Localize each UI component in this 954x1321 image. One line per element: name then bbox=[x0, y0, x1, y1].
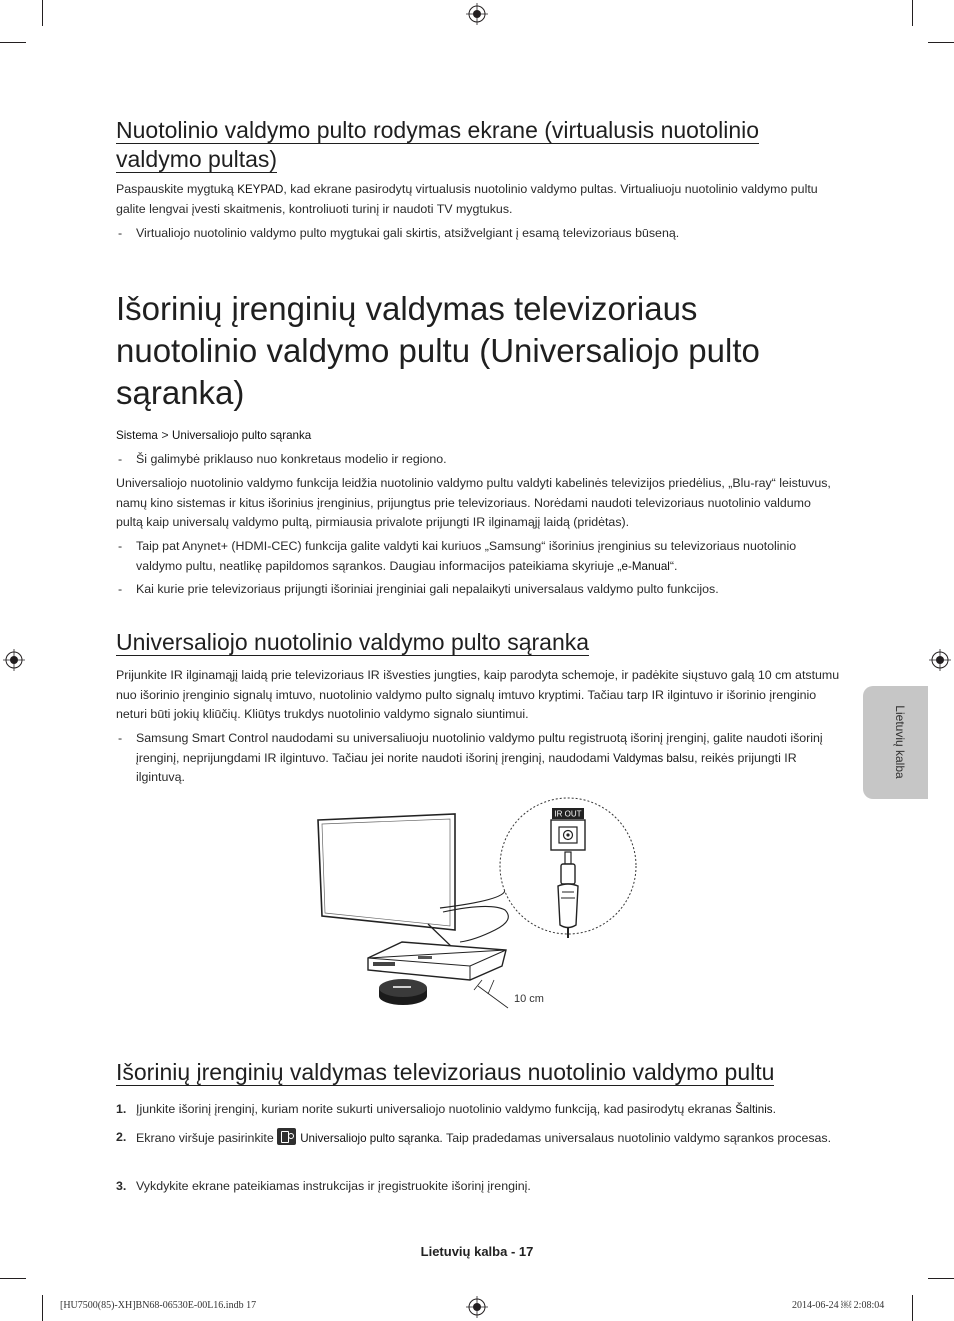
ir-out-label: IR OUT bbox=[554, 809, 582, 819]
distance-label: 10 cm bbox=[514, 993, 544, 1005]
set-top-box bbox=[368, 942, 506, 980]
step-item: 3. Vykdykite ekrane pateikiamas instrukcijas ir įregistruokite išorinį įrenginį. bbox=[116, 1179, 531, 1193]
print-slug-right: 2014-06-24 ￼ 2:08:04 bbox=[792, 1300, 885, 1311]
breadcrumb-separator: > bbox=[161, 428, 169, 442]
anynet-note: - Taip pat Anynet+ (HDMI-CEC) funkcija galite valdyti kai kuriuos „Samsung“ išorinius įrenginius su televizoriaus nuotolinio valdymo pultu, neatlikę papildomos sąrankos. Daugiau informacijos pateikiama skyriuje „e-Manual“. bbox=[118, 539, 797, 573]
registration-mark-icon bbox=[466, 3, 488, 25]
registration-mark-icon bbox=[929, 649, 951, 671]
crop-mark bbox=[912, 0, 913, 26]
breadcrumb-item-system: Sistema bbox=[116, 429, 158, 442]
tv-screen bbox=[318, 814, 455, 930]
step-item: 1. Įjunkite išorinį įrenginį, kuriam norite sukurti universaliojo nuotolinio valdymo funkciją, kad pasirodytų ekranas Šaltinis. bbox=[116, 1102, 777, 1116]
section-heading-virtual-remote: Nuotolinio valdymo pulto rodymas ekrane (virtualusis nuotolinio valdymo pultas) bbox=[116, 117, 760, 172]
model-region-note: - Ši galimybė priklauso nuo konkretaus modelio ir regiono. bbox=[118, 452, 447, 466]
crop-mark bbox=[928, 42, 954, 43]
page-title: Išorinių įrenginių valdymas televizoriaus nuotolinio valdymo pultu (Universaliojo pulto sąranka) bbox=[116, 290, 760, 411]
crop-mark bbox=[912, 1295, 913, 1321]
ir-extender-diagram bbox=[300, 790, 645, 1020]
universal-remote-setup-keyword: Universaliojo pulto sąranka bbox=[300, 1132, 440, 1145]
universal-remote-paragraph: Universaliojo nuotolinio valdymo funkcija leidžia nuotolinio valdymo pultu valdyti kabelinės televizijos priedėlius, „Blu-ray“ leistuvus, namų kino sistemas ir kitus išorinius įrenginius, prijungtus prie televizoriaus. Norėdami naudoti televizoriaus nuotolinio valdumo pultą kaip universalų valdymo pultą, pirmiausia privalote prijungti IR ilginamąjį laidą (pridėtas). bbox=[116, 476, 831, 529]
virtual-remote-paragraph: Paspauskite mygtuką KEYPAD, kad ekrane pasirodytų virtualusis nuotolinio valdymo pultas. Virtualiuoju nuotolinio valdymo pultu galite lengvai įvesti skaitmenis, kontroliuoti turinį ir naudoti TV mygtukus. bbox=[116, 182, 818, 216]
setup-paragraph: Prijunkite IR ilginamąjį laidą prie televizoriaus IR išvesties jungties, kaip parodyta schemoje, ir padėkite siųstuvo galą 10 cm atstumu nuo išorinio įrenginio signalų imtuvo, nuotolinio valdymo pulto signalų imtuvo kryptimi. Tačiau tarp IR ilgintuvo ir išorinio įrenginio neturi būti jokių kliūčių. Kliūtys trukdys nuotolinio valdymo signalo siuntimui. bbox=[116, 668, 840, 721]
ir-plug bbox=[565, 852, 571, 864]
language-side-tab-label: Lietuvių kalba bbox=[893, 705, 907, 779]
section-heading-setup: Universaliojo nuotolinio valdymo pulto sąranka bbox=[116, 629, 590, 655]
registration-mark-icon bbox=[466, 1296, 488, 1318]
crop-mark bbox=[0, 1278, 26, 1279]
print-slug-left: [HU7500(85)-XH]BN68-06530E-00L16.indb 17 bbox=[60, 1300, 257, 1311]
smart-control-note: - Samsung Smart Control naudodami su universaliuoju nuotolinio valdymo pultu registruotą išorinį įrenginį, galite naudoti išorinį įrenginį, neprijungdami IR ilgintuvo. Tačiau jei norite naudoti išorinį įrenginį, naudodami Valdymas balsu, reikės prijungti IR ilgintuvą. bbox=[118, 731, 823, 784]
section-heading-control-devices: Išorinių įrenginių valdymas televizoriaus nuotolinio valdymo pultu bbox=[116, 1059, 775, 1085]
crop-mark bbox=[0, 42, 26, 43]
step-item: 2. Ekrano viršuje pasirinkite Universaliojo pulto sąranka. Taip pradedamas universalaus nuotolinio valdymo sąrankos procesas. bbox=[116, 1130, 832, 1145]
breadcrumb bbox=[116, 426, 841, 446]
breadcrumb-item-universal-remote: Universaliojo pulto sąranka bbox=[172, 429, 312, 442]
crop-mark bbox=[42, 0, 43, 26]
voice-control-keyword: Valdymas balsu bbox=[613, 751, 695, 765]
crop-mark bbox=[42, 1295, 43, 1321]
virtual-remote-note: - Virtualiojo nuotolinio valdymo pulto mygtukai gali skirtis, atsižvelgiant į esamą televizoriaus būseną. bbox=[118, 226, 680, 240]
source-keyword: Šaltinis bbox=[735, 1103, 773, 1116]
compatibility-note: - Kai kurie prie televizoriaus prijungti išoriniai įrenginiai gali nepalaikyti universalaus valdymo pulto funkcijos. bbox=[118, 582, 719, 596]
page-footer: Lietuvių kalba - 17 bbox=[420, 1244, 534, 1259]
universal-remote-setup-icon bbox=[277, 1128, 296, 1145]
registration-mark-icon bbox=[3, 649, 25, 671]
e-manual-keyword: e-Manual bbox=[621, 559, 670, 573]
crop-mark bbox=[928, 1278, 954, 1279]
keypad-keyword: KEYPAD bbox=[237, 183, 284, 196]
